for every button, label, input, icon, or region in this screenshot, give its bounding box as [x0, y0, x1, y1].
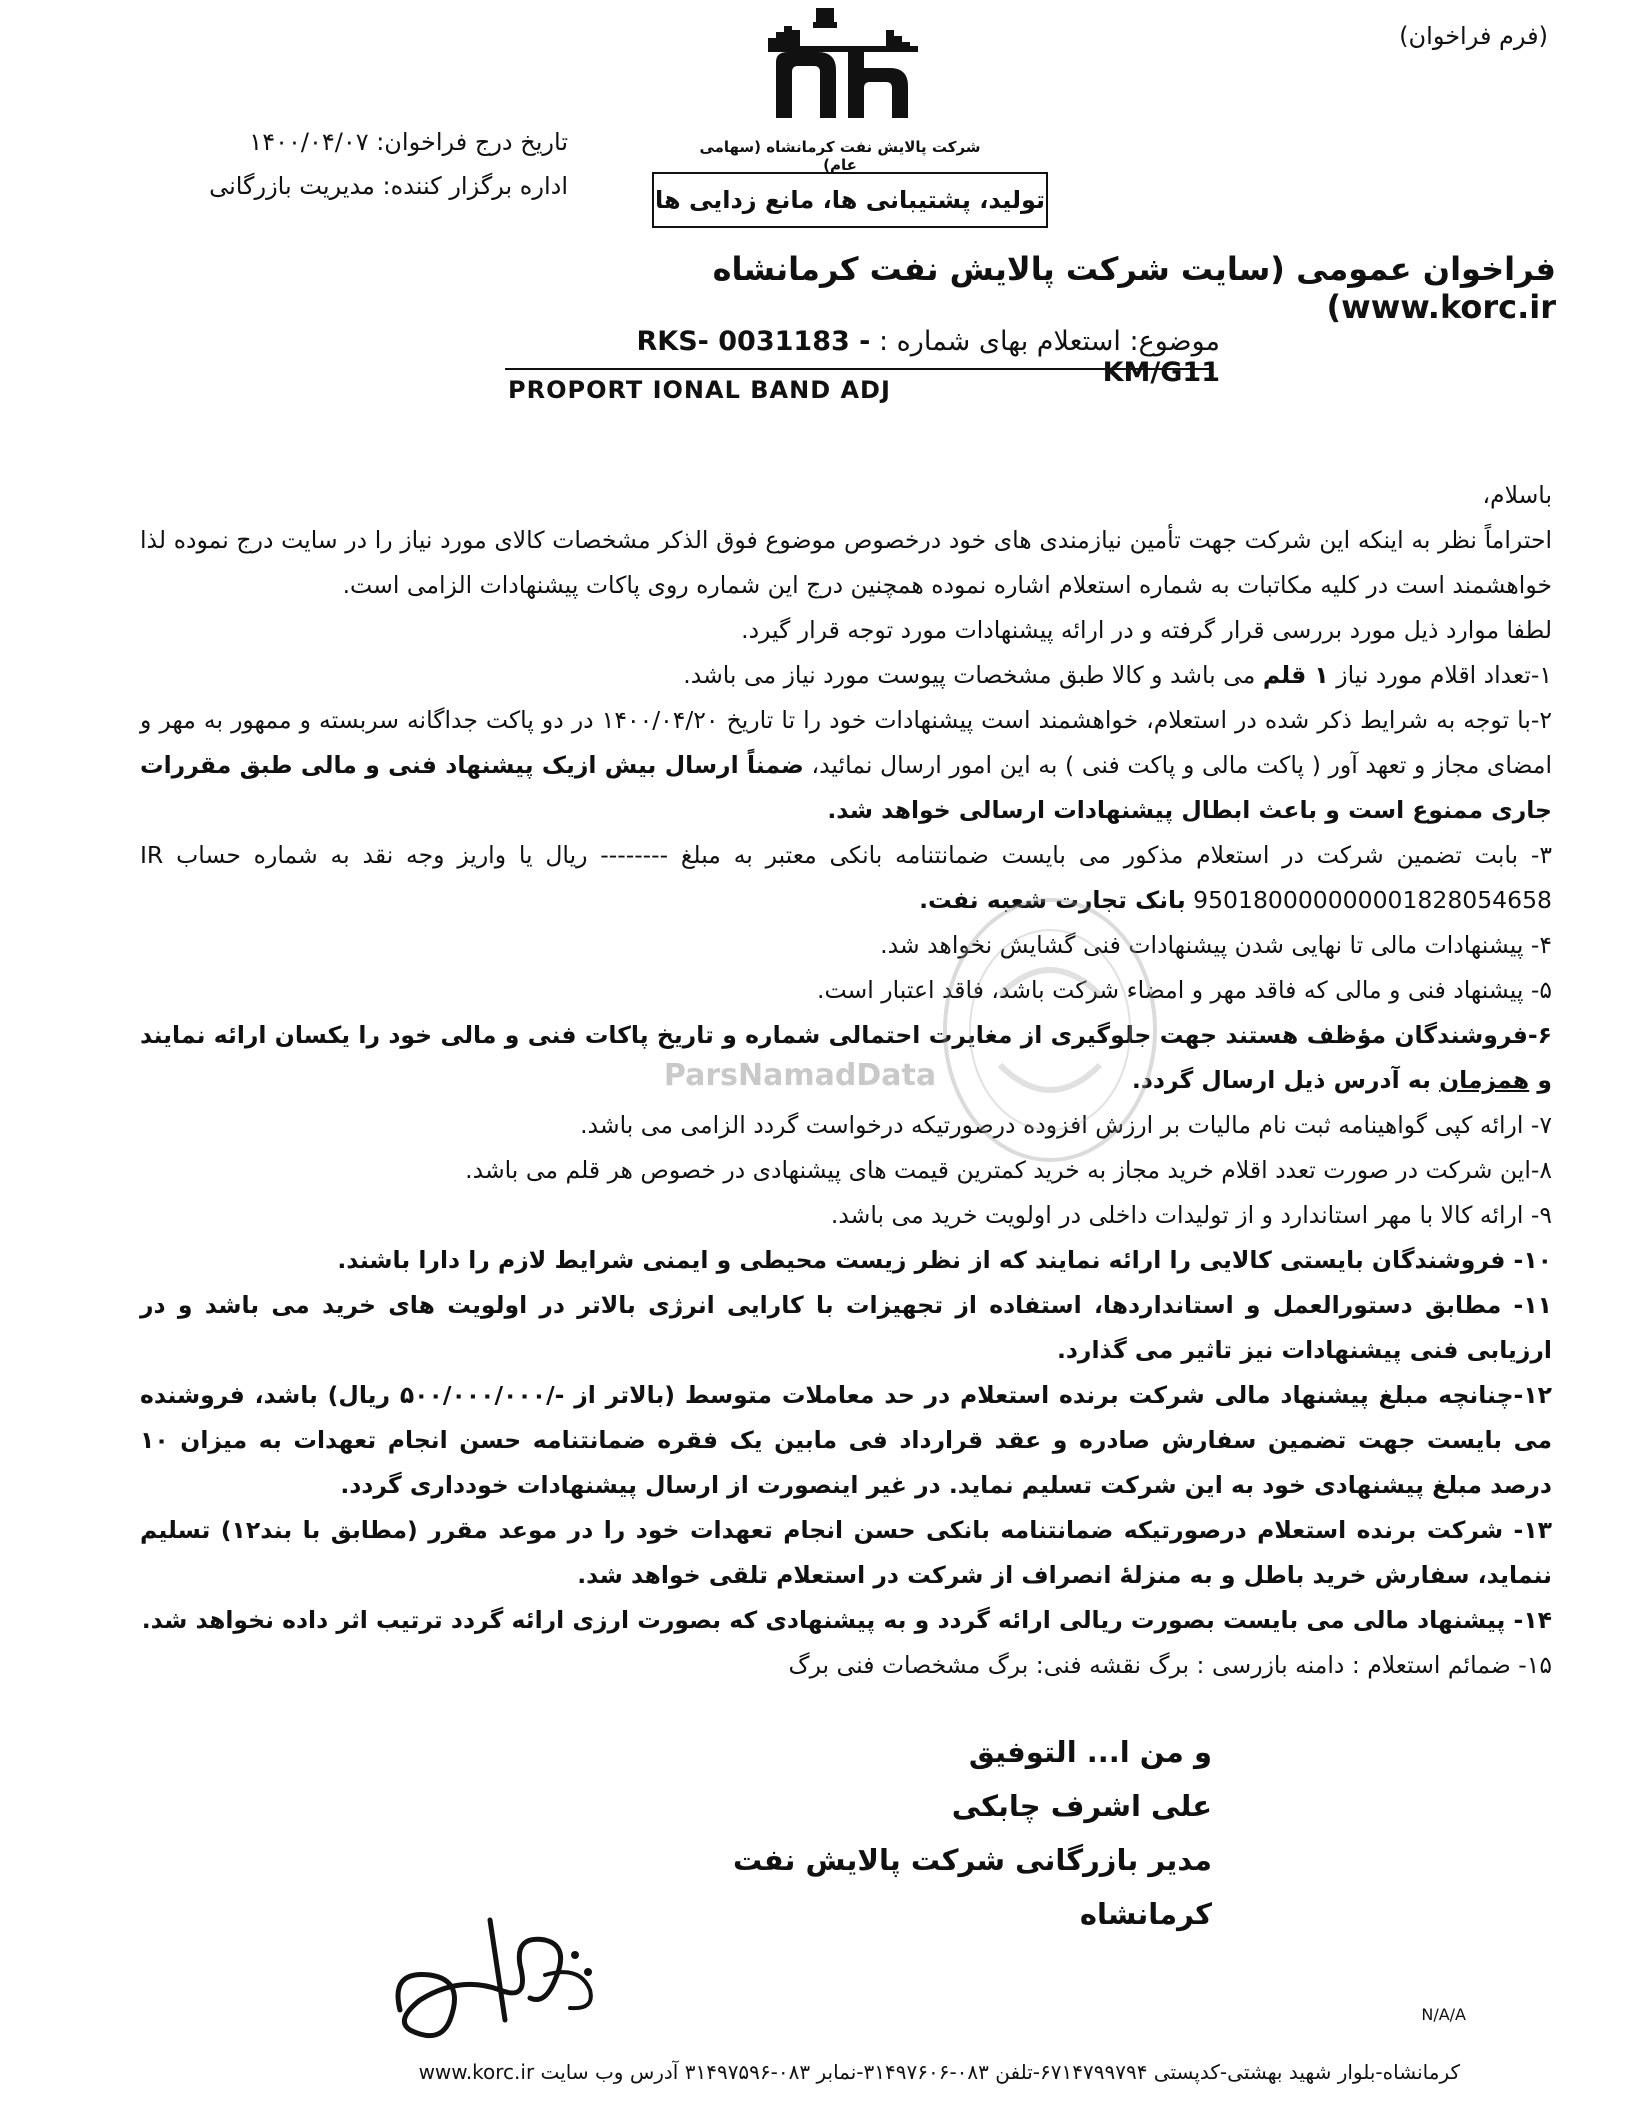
clause-7: ۷- ارائه کپی گواهینامه ثبت نام مالیات بر ارزش افزوده درصورتیکه درخواست گردد الزامی می باشد.	[580, 1111, 1552, 1139]
faded-stamp	[930, 885, 1170, 1175]
greeting: باسلام،	[1482, 481, 1552, 509]
item-name: PROPORT IONAL BAND ADJ	[508, 376, 891, 404]
page-title: فراخوان عمومی (سایت شرکت پالایش نفت کرمانشاه www.korc.ir)	[712, 250, 1556, 326]
footer-address: کرمانشاه-بلوار شهید بهشتی-کدپستی ۶۷۱۴۷۹۹۷۹۴-تلفن ۰۸۳-۳۱۴۹۷۶۰۶-نمابر ۰۸۳-۳۱۴۹۷۵۹۶ آدرس وب سایت www.korc.ir	[418, 2060, 1460, 2084]
clause-1-part-b: می باشد و کالا طبق مشخصات پیوست مورد نیاز می باشد.	[683, 661, 1256, 689]
bank-name: بانک تجارت شعبه نفت.	[919, 886, 1186, 914]
clause-5: ۵- پیشنهاد فنی و مالی که فاقد مهر و امضاء شرکت باشد، فاقد اعتبار است.	[817, 976, 1552, 1004]
watermark: ParsNamadData	[663, 1058, 937, 1093]
clause-8: ۸-این شرکت در صورت تعدد اقلام خرید مجاز به خرید کمترین قیمت های پیشنهادی در خصوص هر قلم می باشد.	[465, 1156, 1552, 1184]
closing-block	[700, 1725, 1212, 1941]
clause-6-simultaneous: همزمان	[1439, 1066, 1530, 1094]
clause-9: ۹- ارائه کالا با مهر استاندارد و از تولیدات داخلی در اولویت خرید می باشد.	[830, 1201, 1552, 1229]
clause-6-part-b: به آدرس ذیل ارسال گردد.	[1131, 1066, 1431, 1094]
clause-2-part-a: ۲-با توجه به شرایط ذکر شده در استعلام، خواهشمند است پیشنهادات خود را تا تاریخ ۱۴۰۰/۰۴/۲۰ در دو پاکت جداگانه سربسته و ممهور به مهر و امضای مجاز و تعهد آور ( پاکت مالی و پاکت فنی ) به این امور ارسال نمائید،	[140, 706, 1552, 779]
clause-6-part-a: ۶-فروشندگان مؤظف هستند جهت جلوگیری از مغایرت احتمالی شماره و تاریخ پاکات فنی و مالی خود را یکسان ارائه نمایند و	[140, 1021, 1552, 1094]
document-code: N/A/A	[1421, 2005, 1466, 2024]
company-name-small: شرکت پالایش نفت کرمانشاه (سهامی عام)	[699, 138, 981, 174]
bank-account-iban: IR 950180000000001828054658	[140, 841, 1552, 914]
publish-date: تاریخ درج فراخوان: ۱۴۰۰/۰۴/۰۷	[249, 128, 568, 156]
company-logo	[758, 6, 928, 126]
clause-3	[140, 833, 1552, 923]
clause-14: ۱۴- پیشنهاد مالی می بایست بصورت ریالی ارائه گردد و به پیشنهادی که بصورت ارزی ارائه گردد ترتیب اثر داده نخواهد شد.	[141, 1606, 1552, 1634]
clause-3-part-a: ۳- بابت تضمین شرکت در استعلام مذکور می بایست ضمانتنامه بانکی معتبر به مبلغ -------- ریال یا واریز وجه نقد به شماره حساب	[176, 841, 1552, 869]
clause-1-part-a: ۱-تعداد اقلام مورد نیاز	[1336, 661, 1552, 689]
clause-1-quantity: ۱ قلم	[1262, 661, 1329, 689]
inquiry-number: RKS- 0031183 -KM/G11	[636, 326, 1220, 388]
intro-paragraph: احتراماً نظر به اینکه این شرکت جهت تأمین نیازمندی های خود درخصوص موضوع فوق الذکر مشخصات کالای مورد نیاز را در سایت درج نموده لذا خواهشمند است در کلیه مکاتبات به شماره استعلام اشاره نموده همچنین درج این شماره روی پاکات پیشنهادات الزامی است.	[140, 526, 1552, 599]
intro-paragraph-2: لطفا موارد ذیل مورد بررسی قرار گرفته و در ارائه پیشنهادات مورد توجه قرار گیرد.	[741, 616, 1552, 644]
subject-label: موضوع: استعلام بهای شماره :	[878, 326, 1220, 357]
clause-15: ۱۵- ضمائم استعلام : دامنه بازرسی : برگ نقشه فنی: برگ مشخصات فنی برگ	[788, 1651, 1552, 1679]
clause-2-part-b: ضمناً ارسال بیش ازیک پیشنهاد فنی و مالی طبق مقررات جاری ممنوع است و باعث ابطال پیشنهادات ارسالی خواهد شد.	[140, 751, 1552, 824]
handwritten-signature	[370, 1880, 620, 2080]
signer-name: علی اشرف چابکی	[951, 1789, 1212, 1823]
clause-11: ۱۱- مطابق دستورالعمل و استانداردها، استفاده از تجهیزات با کارایی انرژی بالاتر در اولویت های خرید می باشد و در ارزیابی فنی پیشنهادات نیز تاثیر می گذارد.	[140, 1291, 1552, 1364]
clause-13: ۱۳- شرکت برنده استعلام درصورتیکه ضمانتنامه بانکی حسن انجام تعهدات خود را در موعد مقرر (مطابق با بند۱۲) تسلیم ننماید، سفارش خرید باطل و به منزلهٔ انصراف از شرکت در استعلام تلقی خواهد شد.	[140, 1516, 1552, 1589]
clause-10: ۱۰- فروشندگان بایستی کالایی را ارائه نمایند که از نظر زیست محیطی و ایمنی شرایط لازم را دارا باشند.	[337, 1246, 1552, 1274]
organizer-department: اداره برگزار کننده: مدیریت بازرگانی	[209, 172, 568, 200]
signer-title: مدیر بازرگانی شرکت پالایش نفت کرمانشاه	[732, 1843, 1212, 1931]
department-box: تولید، پشتیبانی ها، مانع زدایی ها	[652, 172, 1048, 228]
subject-underline	[505, 368, 1210, 370]
form-type-label: (فرم فراخوان)	[1399, 22, 1548, 50]
clause-12: ۱۲-چنانچه مبلغ پیشنهاد مالی شرکت برنده استعلام در حد معاملات متوسط (بالاتر از -/۵۰۰/۰۰۰/۰۰۰ ریال) باشد، فروشنده می بایست جهت تضمین سفارش صادره و عقد قرارداد فی مابین یک فقره ضمانتنامه حسن انجام تعهدات به میزان ۱۰ درصد مبلغ پیشنهادی خود به این شرکت تسلیم نماید. در غیر اینصورت از ارسال پیشنهادات خودداری گردد.	[140, 1381, 1553, 1499]
clause-1	[140, 653, 1552, 698]
closing-phrase: و من ا... التوفیق	[968, 1735, 1212, 1769]
clause-2	[140, 698, 1552, 833]
clause-4: ۴- پیشنهادات مالی تا نهایی شدن پیشنهادات فنی گشایش نخواهد شد.	[880, 931, 1552, 959]
